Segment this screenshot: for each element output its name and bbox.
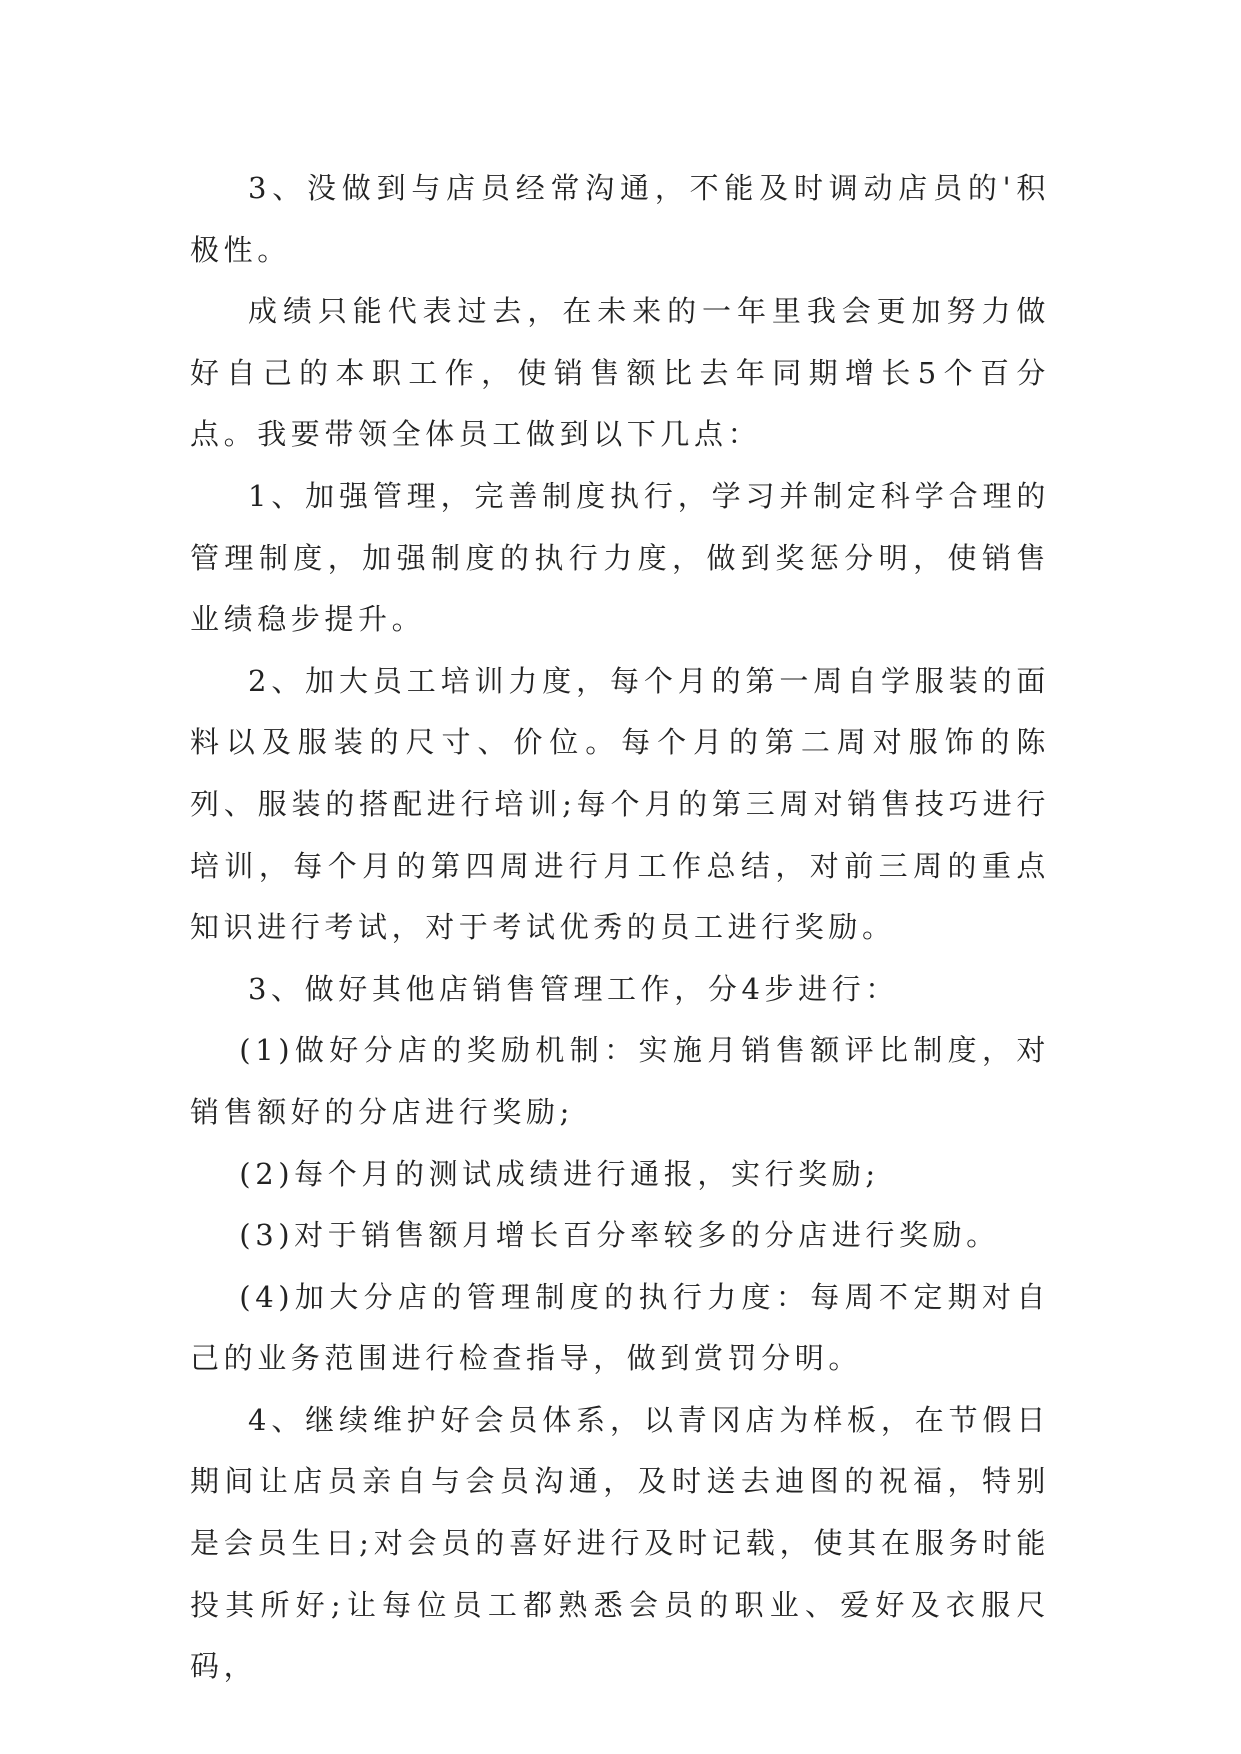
sub-item-paragraph: (3)对于销售额月增长百分率较多的分店进行奖励。 <box>239 1218 1000 1253</box>
paragraph: 成绩只能代表过去，在未来的一年里我会更加努力做好自己的本职工作，使销售额比去年同期增长5个百分点。我要带领全体员工做到以下几点： <box>190 294 1050 452</box>
paragraph: 4、继续维护好会员体系，以青冈店为样板，在节假日期间让店员亲自与会员沟通，及时送去迪图的祝福，特别是会员生日;对会员的喜好进行及时记载，使其在服务时能投其所好;让每位员工都熟悉会员的职业、爱好及衣服尺码， <box>190 1402 1050 1684</box>
paragraph: 2、加大员工培训力度，每个月的第一周自学服装的面料以及服装的尺寸、价位。每个月的第二周对服饰的陈列、服装的搭配进行培训;每个月的第三周对销售技巧进行培训，每个月的第四周进行月工作总结，对前三周的重点知识进行考试，对于考试优秀的员工进行奖励。 <box>190 663 1050 945</box>
paragraph: 1、加强管理，完善制度执行，学习并制定科学合理的管理制度，加强制度的执行力度，做到奖惩分明，使销售业绩稳步提升。 <box>190 478 1050 637</box>
document-body <box>190 158 1050 1698</box>
sub-item-paragraph: (1)做好分店的奖励机制：实施月销售额评比制度，对销售额好的分店进行奖励; <box>190 1033 1050 1129</box>
sub-item-paragraph: (2)每个月的测试成绩进行通报，实行奖励; <box>239 1156 880 1191</box>
sub-item-paragraph: (4)加大分店的管理制度的执行力度：每周不定期对自己的业务范围进行检查指导，做到赏罚分明。 <box>190 1279 1050 1376</box>
paragraph: 3、没做到与店员经常沟通，不能及时调动店员的'积极性。 <box>190 171 1050 267</box>
paragraph: 3、做好其他店销售管理工作，分4步进行： <box>248 971 899 1006</box>
